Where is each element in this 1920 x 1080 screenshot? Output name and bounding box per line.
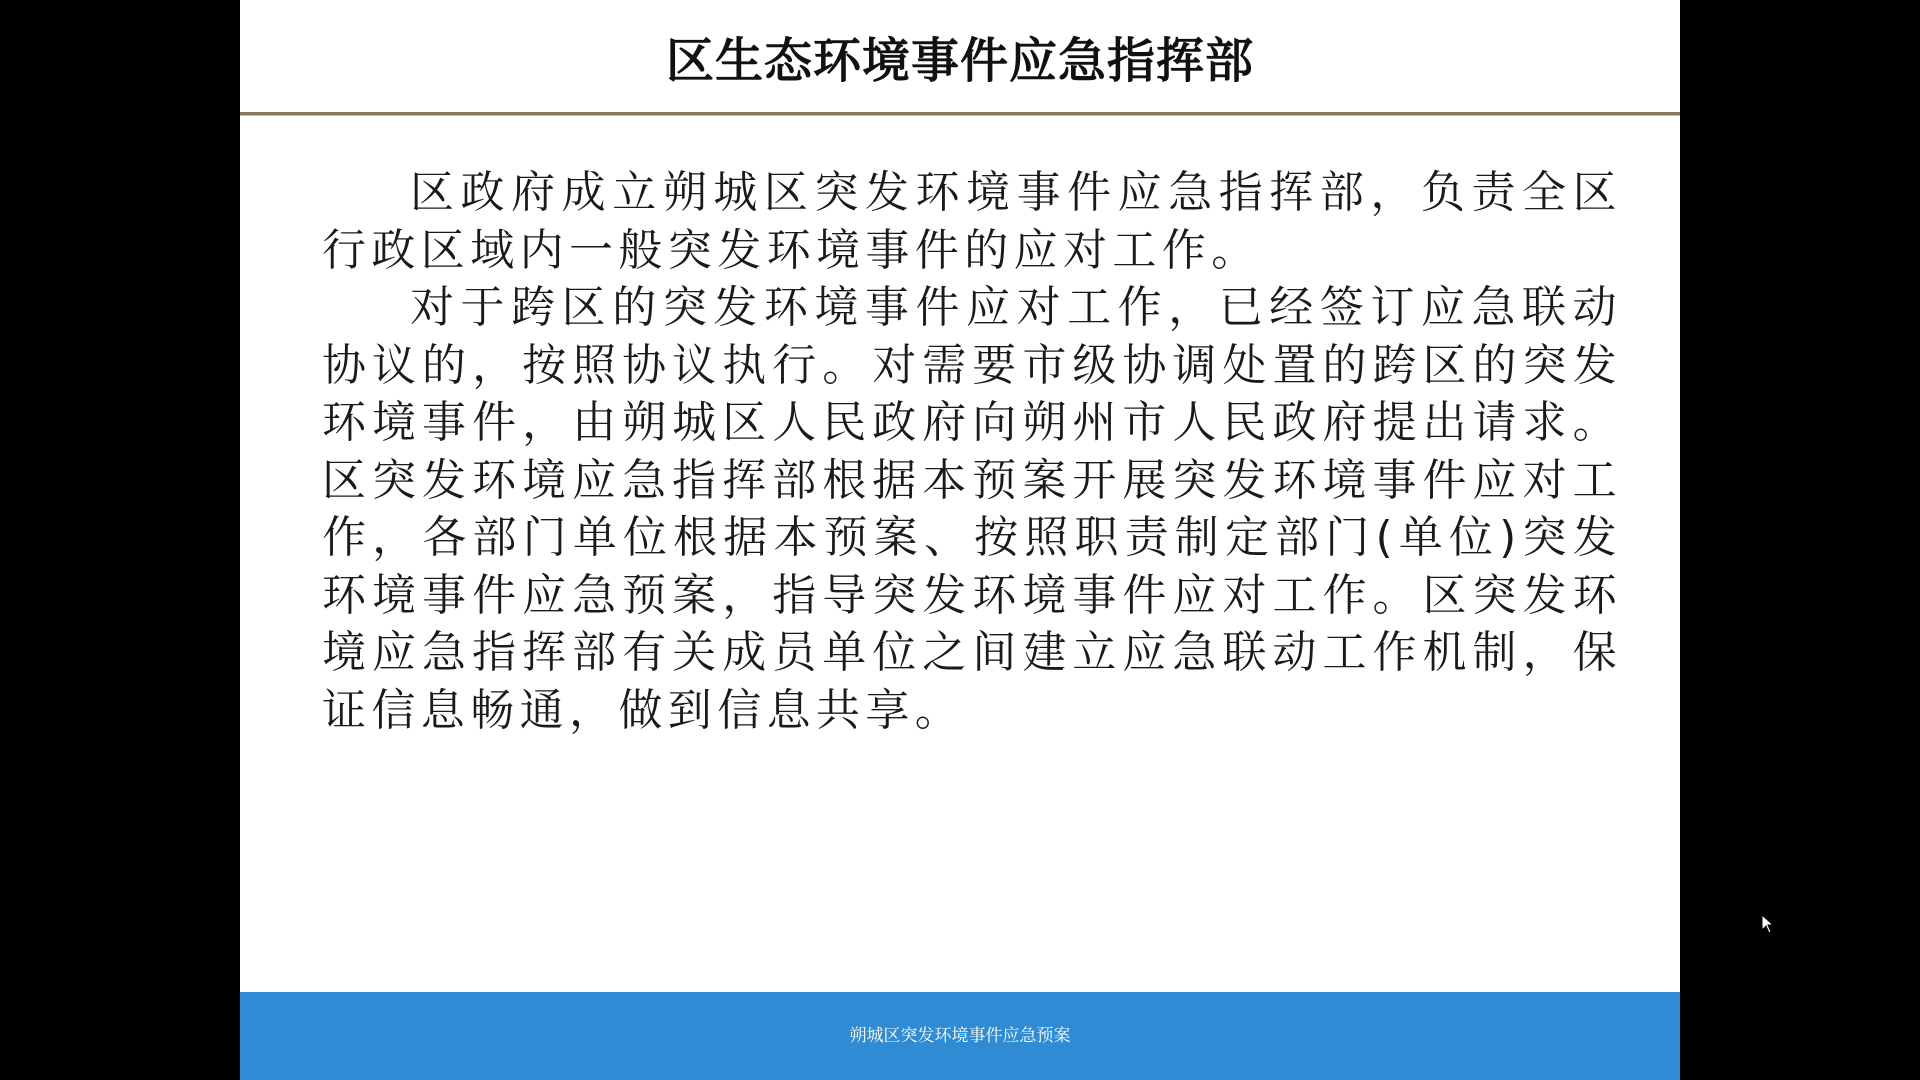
slide [240,0,1680,1080]
mouse-cursor-icon [1761,914,1775,934]
slide-title: 区生态环境事件应急指挥部 [665,33,1254,89]
footer-bar [240,992,1680,1080]
paragraph-1: 区政府成立朔城区突发环境事件应急指挥部，负责全区行政区域内一般突发环境事件的应对工作。 [322,167,1622,276]
paragraph-2: 对于跨区的突发环境事件应对工作，已经签订应急联动协议的，按照协议执行。对需要市级协调处置的跨区的突发环境事件，由朔城区人民政府向朔州市人民政府提出请求。区突发环境应急指挥部根据本预案开展突发环境事件应对工作，各部门单位根据本预案、按照职责制定部门(单位)突发环境事件应急预案，指导突发环境事件应对工作。区突发环境应急指挥部有关成员单位之间建立应急联动工作机制，保证信息畅通，做到信息共享。 [322,282,1622,736]
slide-body [322,164,1622,739]
footer-title: 朔城区突发环境事件应急预案 [849,1026,1071,1046]
title-divider [240,112,1680,116]
